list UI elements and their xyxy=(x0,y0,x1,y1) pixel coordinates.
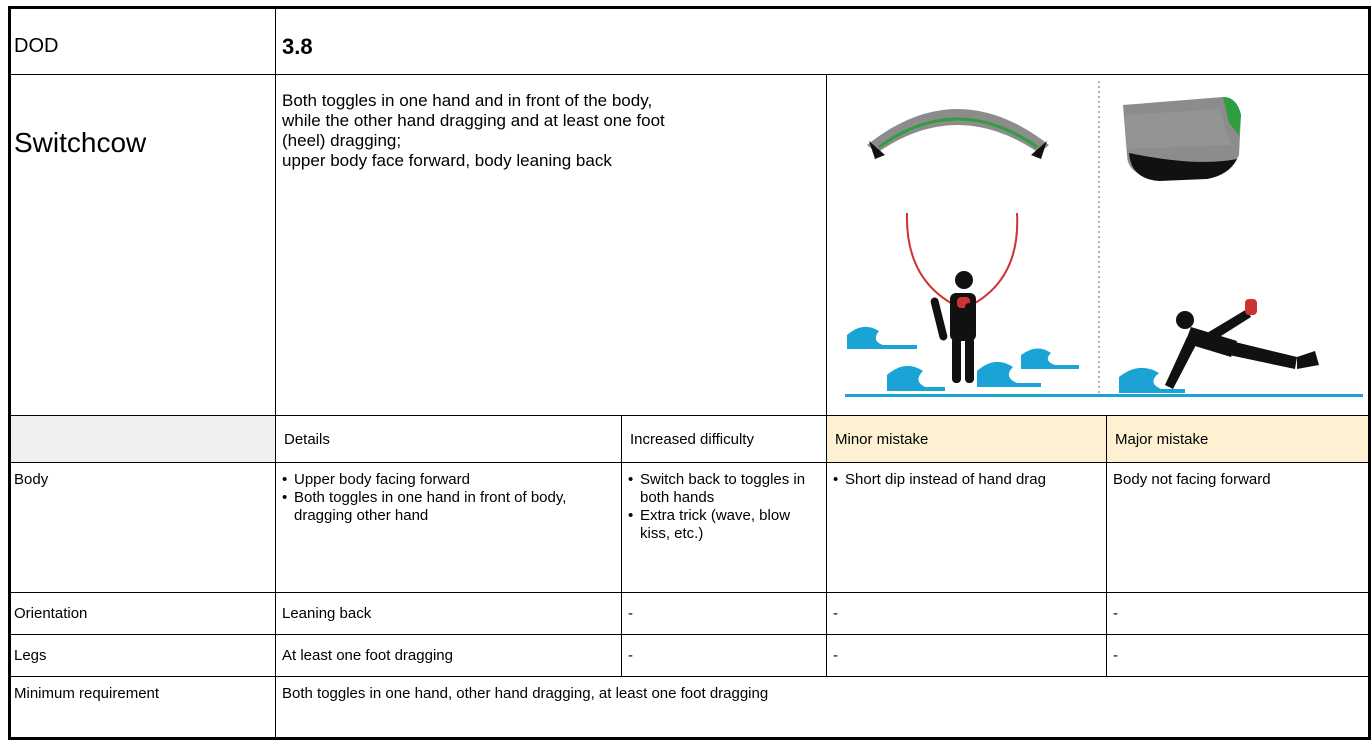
legs-details: At least one foot dragging xyxy=(276,635,622,677)
minimum-text: Both toggles in one hand, other hand dragging, at least one foot dragging xyxy=(276,677,1370,739)
description-line: Both toggles in one hand and in front of the body, xyxy=(282,91,653,110)
body-major: Body not facing forward xyxy=(1107,463,1370,593)
legs-increased: - xyxy=(622,635,827,677)
corner-cell xyxy=(10,416,276,463)
trick-row xyxy=(10,75,1370,416)
trick-name: Switchcow xyxy=(10,75,276,416)
row-label-body: Body xyxy=(10,463,276,593)
legs-minor: - xyxy=(827,635,1107,677)
column-major-mistake: Major mistake xyxy=(1107,416,1370,463)
columns-row xyxy=(10,416,1370,463)
orientation-details: Leaning back xyxy=(276,593,622,635)
orientation-major: - xyxy=(1107,593,1370,635)
list-item: • Both toggles in one hand in front of body, dragging other hand xyxy=(282,489,615,525)
code-value: 3.8 xyxy=(276,8,1370,75)
leaning-figure-icon xyxy=(1165,299,1319,389)
body-row xyxy=(10,463,1370,593)
list-item: • Short dip instead of hand drag xyxy=(833,471,1100,489)
legs-major: - xyxy=(1107,635,1370,677)
column-minor-mistake: Minor mistake xyxy=(827,416,1107,463)
list-item: • Switch back to toggles in both hands xyxy=(628,471,820,507)
description-line: while the other hand dragging and at least one foot xyxy=(282,111,665,130)
code-label: DOD xyxy=(10,8,276,75)
list-item: • Extra trick (wave, blow kiss, etc.) xyxy=(628,507,820,543)
legs-row xyxy=(10,635,1370,677)
canopy-front-icon xyxy=(867,109,1049,159)
orientation-increased: - xyxy=(622,593,827,635)
column-details: Details xyxy=(276,416,622,463)
column-increased-difficulty: Increased difficulty xyxy=(622,416,827,463)
body-details xyxy=(276,463,622,593)
list-item: • Upper body facing forward xyxy=(282,471,615,489)
standing-figure-icon xyxy=(930,271,976,383)
illustration-svg xyxy=(827,75,1368,410)
description-line: upper body face forward, body leaning back xyxy=(282,151,612,170)
row-label-minimum: Minimum requirement xyxy=(10,677,276,739)
trick-illustration xyxy=(827,75,1370,416)
trick-description xyxy=(276,75,827,416)
description-line: (heel) dragging; xyxy=(282,131,402,150)
canopy-side-icon xyxy=(1123,97,1241,181)
row-label-orientation: Orientation xyxy=(10,593,276,635)
row-label-legs: Legs xyxy=(10,635,276,677)
trick-table xyxy=(8,6,1371,740)
body-increased xyxy=(622,463,827,593)
body-minor xyxy=(827,463,1107,593)
orientation-row xyxy=(10,593,1370,635)
orientation-minor: - xyxy=(827,593,1107,635)
minimum-row xyxy=(10,677,1370,739)
header-row xyxy=(10,8,1370,75)
